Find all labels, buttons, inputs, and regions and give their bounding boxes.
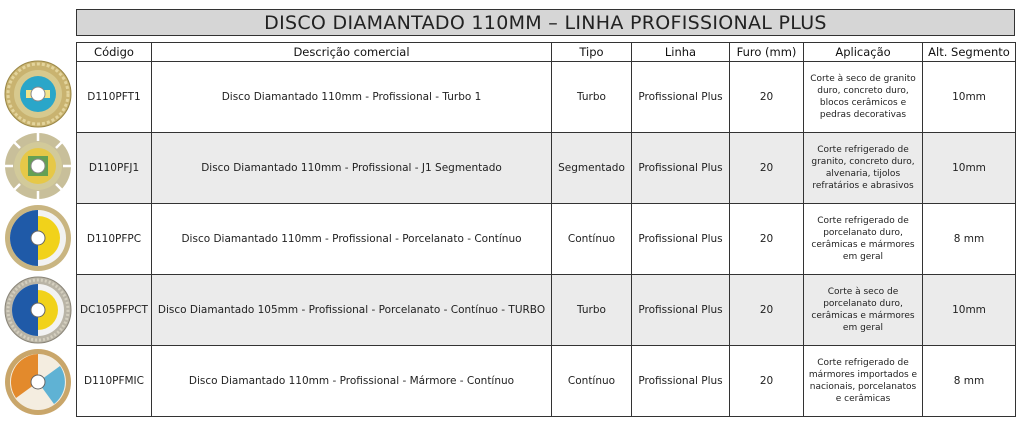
cell-segment-height: 10mm [923, 133, 1016, 204]
cell-code: D110PFJ1 [77, 133, 152, 204]
cell-line: Profissional Plus [632, 133, 730, 204]
cell-description: Disco Diamantado 110mm - Profissional - J1 Segmentado [152, 133, 552, 204]
cell-application: Corte à seco de porcelanato duro, cerâmicas e mármores em geral [804, 275, 923, 346]
continuous-porcelain-disc-image [2, 203, 74, 273]
page-title: DISCO DIAMANTADO 110MM – LINHA PROFISSIONAL PLUS [264, 11, 827, 34]
cell-segment-height: 8 mm [923, 346, 1016, 417]
cell-bore: 20 [730, 62, 804, 133]
cell-bore: 20 [730, 204, 804, 275]
cell-type: Turbo [552, 275, 632, 346]
header-bore: Furo (mm) [730, 43, 804, 62]
cell-line: Profissional Plus [632, 62, 730, 133]
cell-type: Segmentado [552, 133, 632, 204]
cell-code: D110PFT1 [77, 62, 152, 133]
table-row [77, 275, 1016, 346]
cell-code: D110PFPC [77, 204, 152, 275]
cell-application: Corte refrigerado de granito, concreto duro, alvenaria, tijolos refratários e abrasivos [804, 133, 923, 204]
cell-line: Profissional Plus [632, 204, 730, 275]
cell-description: Disco Diamantado 110mm - Profissional - Porcelanato - Contínuo [152, 204, 552, 275]
cell-type: Contínuo [552, 204, 632, 275]
header-application: Aplicação [804, 43, 923, 62]
table-row [77, 346, 1016, 417]
cell-segment-height: 8 mm [923, 204, 1016, 275]
cell-bore: 20 [730, 133, 804, 204]
header-segment-height: Alt. Segmento [923, 43, 1016, 62]
cell-bore: 20 [730, 275, 804, 346]
header-line: Linha [632, 43, 730, 62]
cell-line: Profissional Plus [632, 346, 730, 417]
table-row [77, 62, 1016, 133]
cell-description: Disco Diamantado 110mm - Profissional - Mármore - Contínuo [152, 346, 552, 417]
cell-description: Disco Diamantado 105mm - Profissional - Porcelanato - Contínuo - TURBO [152, 275, 552, 346]
header-type: Tipo [552, 43, 632, 62]
cell-code: D110PFMIC [77, 346, 152, 417]
cell-line: Profissional Plus [632, 275, 730, 346]
table-row [77, 133, 1016, 204]
cell-segment-height: 10mm [923, 275, 1016, 346]
table-row [77, 204, 1016, 275]
cell-type: Contínuo [552, 346, 632, 417]
marble-diamond-disc-image [2, 347, 74, 417]
header-code: Código [77, 43, 152, 62]
segmented-diamond-disc-image [2, 131, 74, 201]
turbo-diamond-disc-image [2, 59, 74, 129]
cell-bore: 20 [730, 346, 804, 417]
cell-application: Corte refrigerado de porcelanato duro, cerâmicas e mármores em geral [804, 204, 923, 275]
cell-application: Corte à seco de granito duro, concreto duro, blocos cerâmicos e pedras decorativas [804, 62, 923, 133]
header-description: Descrição comercial [152, 43, 552, 62]
cell-description: Disco Diamantado 110mm - Profissional - Turbo 1 [152, 62, 552, 133]
cell-segment-height: 10mm [923, 62, 1016, 133]
page-title-banner [76, 9, 1015, 36]
cell-type: Turbo [552, 62, 632, 133]
cell-code: DC105PFPCT [77, 275, 152, 346]
product-table [76, 42, 1016, 417]
turbo-porcelain-disc-image [2, 275, 74, 345]
table-header-row [77, 43, 1016, 62]
cell-application: Corte refrigerado de mármores importados e nacionais, porcelanatos e cerâmicas [804, 346, 923, 417]
